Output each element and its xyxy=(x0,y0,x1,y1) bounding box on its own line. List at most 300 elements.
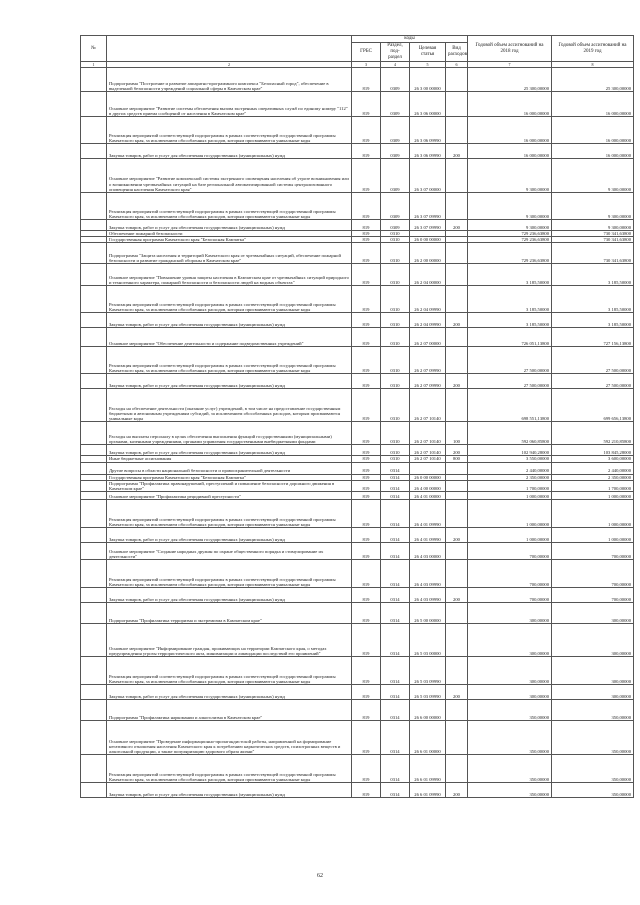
row-amount-2018: 729 236,63800 xyxy=(468,243,552,264)
table-row xyxy=(81,721,634,755)
table-row xyxy=(81,462,634,474)
row-number xyxy=(81,657,107,685)
row-amount-2019: 3 185,50000 xyxy=(552,286,634,313)
row-target-article: 26 3 07 09990 xyxy=(410,193,446,220)
row-target-article: 26 3 06 09990 xyxy=(410,117,446,144)
row-description: Реализация мероприятий соответствующей подпрограммы в рамках соответствующей государственной программы Камчатского края, за исключением обособленных расходов, которым присваиваются уникальные коды xyxy=(107,657,352,685)
table-row xyxy=(81,286,634,313)
row-number xyxy=(81,313,107,328)
row-section: 0314 xyxy=(381,624,410,657)
row-expense-type: 200 xyxy=(446,445,468,456)
row-target-article: 26 2 07 09990 xyxy=(410,347,446,374)
header-year-2019: Годовой объем ассигнований на 2019 год xyxy=(552,36,634,62)
row-description: Реализация мероприятий соответствующей подпрограммы в рамках соответствующей государственной программы Камчатского края, за исключением обособленных расходов, которым присваиваются уникальные коды xyxy=(107,755,352,783)
row-expense-type xyxy=(446,560,468,588)
row-amount-2018: 16 000,00000 xyxy=(468,144,552,159)
row-amount-2019: 350,00000 xyxy=(552,783,634,798)
row-grbs: 819 xyxy=(352,603,381,624)
row-expense-type: 200 xyxy=(446,374,468,389)
row-amount-2018: 9 300,00000 xyxy=(468,220,552,231)
row-expense-type xyxy=(446,700,468,721)
table-row xyxy=(81,144,634,159)
row-expense-type xyxy=(446,286,468,313)
row-amount-2018: 3 550,00000 xyxy=(468,456,552,462)
row-grbs: 819 xyxy=(352,657,381,685)
row-grbs: 819 xyxy=(352,755,381,783)
row-target-article: 26 5 03 09990 xyxy=(410,657,446,685)
row-amount-2019: 730 341,63800 xyxy=(552,231,634,237)
table-row xyxy=(81,528,634,543)
row-target-article: 26 5 00 00000 xyxy=(410,603,446,624)
row-number xyxy=(81,144,107,159)
header-year-2018: Годовой объем ассигнований на 2018 год xyxy=(468,36,552,62)
row-amount-2018: 9 300,00000 xyxy=(468,159,552,193)
row-amount-2018: 25 300,00000 xyxy=(468,68,552,92)
row-target-article: 26 3 07 09990 xyxy=(410,220,446,231)
row-grbs: 819 xyxy=(352,456,381,462)
row-number xyxy=(81,588,107,603)
row-amount-2018: 350,00000 xyxy=(468,783,552,798)
row-section: 0314 xyxy=(381,657,410,685)
row-amount-2019: 350,00000 xyxy=(552,721,634,755)
row-section: 0314 xyxy=(381,755,410,783)
row-section: 0310 xyxy=(381,243,410,264)
row-number xyxy=(81,543,107,560)
row-target-article: 26 2 00 00000 xyxy=(410,243,446,264)
row-amount-2019: 27 500,00000 xyxy=(552,347,634,374)
row-description: Основное мероприятие "Создание народных дружин по охране общественного порядка и стимулирование их деятельности" xyxy=(107,543,352,560)
row-grbs: 819 xyxy=(352,231,381,237)
row-number xyxy=(81,243,107,264)
row-amount-2019: 2 440,00000 xyxy=(552,462,634,474)
row-amount-2019: 3 185,50000 xyxy=(552,313,634,328)
row-amount-2018: 592 060,85800 xyxy=(468,422,552,445)
row-section: 0314 xyxy=(381,783,410,798)
table-row xyxy=(81,492,634,500)
row-target-article: 26 3 00 00000 xyxy=(410,68,446,92)
row-grbs: 819 xyxy=(352,144,381,159)
row-grbs: 819 xyxy=(352,117,381,144)
row-amount-2019: 730 341,63800 xyxy=(552,237,634,243)
row-target-article: 26 2 07 10140 xyxy=(410,456,446,462)
row-number xyxy=(81,68,107,92)
row-number xyxy=(81,159,107,193)
row-section: 0314 xyxy=(381,500,410,528)
row-number xyxy=(81,783,107,798)
table-row xyxy=(81,422,634,445)
row-amount-2019: 350,00000 xyxy=(552,755,634,783)
table-row xyxy=(81,685,634,700)
row-section: 0314 xyxy=(381,543,410,560)
row-amount-2019: 27 500,00000 xyxy=(552,374,634,389)
row-amount-2019: 1 000,00000 xyxy=(552,492,634,500)
row-amount-2019: 16 000,00000 xyxy=(552,117,634,144)
row-expense-type xyxy=(446,543,468,560)
row-amount-2018: 27 500,00000 xyxy=(468,347,552,374)
row-target-article: 26 0 00 00000 xyxy=(410,237,446,243)
row-grbs: 819 xyxy=(352,588,381,603)
row-amount-2018: 3 185,50000 xyxy=(468,264,552,286)
row-target-article: 26 4 03 09990 xyxy=(410,560,446,588)
row-number xyxy=(81,721,107,755)
row-number xyxy=(81,462,107,474)
column-number: 7 xyxy=(468,62,552,68)
row-number xyxy=(81,264,107,286)
row-section: 0314 xyxy=(381,480,410,491)
table-row xyxy=(81,603,634,624)
row-amount-2018: 729 236,63800 xyxy=(468,231,552,237)
row-number xyxy=(81,220,107,231)
row-grbs: 819 xyxy=(352,783,381,798)
row-section: 0309 xyxy=(381,159,410,193)
row-target-article: 26 2 04 09990 xyxy=(410,313,446,328)
row-target-article: 26 2 07 10140 xyxy=(410,445,446,456)
row-description: Закупка товаров, работ и услуг для обеспечения государственных (муниципальных) нужд xyxy=(107,685,352,700)
row-description: Обеспечение пожарной безопасности xyxy=(107,231,352,237)
row-section: 0310 xyxy=(381,422,410,445)
row-description: Основное мероприятие "Информирование граждан, проживающих на территории Камчатского края, о методах предупреждения угрозы террористического акта, минимизации и ликвидации последствий его проявлений" xyxy=(107,624,352,657)
row-description: Реализация мероприятий соответствующей подпрограммы в рамках соответствующей государственной программы Камчатского края, за исключением обособленных расходов, которым присваиваются уникальные коды xyxy=(107,286,352,313)
row-grbs: 819 xyxy=(352,159,381,193)
row-amount-2018: 698 551,13800 xyxy=(468,389,552,422)
row-grbs: 819 xyxy=(352,474,381,480)
row-amount-2019: 25 300,00000 xyxy=(552,68,634,92)
row-expense-type xyxy=(446,243,468,264)
row-description: Основное мероприятие "Развитие комплексной системы экстренного оповещения населения об угрозе возникновения или о возникновении чрезвычайных ситуаций на базе региональной автоматизированной системы централизованного оповещения населения Камчатского края" xyxy=(107,159,352,193)
row-expense-type xyxy=(446,92,468,117)
row-grbs: 819 xyxy=(352,462,381,474)
table-row xyxy=(81,347,634,374)
row-number xyxy=(81,492,107,500)
table-body xyxy=(81,68,634,798)
row-target-article: 26 6 01 09990 xyxy=(410,755,446,783)
row-section: 0314 xyxy=(381,685,410,700)
row-section: 0310 xyxy=(381,264,410,286)
row-expense-type xyxy=(446,755,468,783)
row-section: 0314 xyxy=(381,474,410,480)
row-section: 0310 xyxy=(381,286,410,313)
row-number xyxy=(81,286,107,313)
column-number: 4 xyxy=(381,62,410,68)
column-number: 1 xyxy=(81,62,107,68)
row-target-article: 26 5 03 09990 xyxy=(410,685,446,700)
column-number: 3 xyxy=(352,62,381,68)
row-section: 0314 xyxy=(381,492,410,500)
row-amount-2019: 727 156,13800 xyxy=(552,328,634,347)
row-amount-2019: 16 000,00000 xyxy=(552,92,634,117)
header-vr: Вид расходов xyxy=(446,43,468,62)
table-row xyxy=(81,159,634,193)
table-row xyxy=(81,624,634,657)
table-row xyxy=(81,700,634,721)
row-expense-type xyxy=(446,117,468,144)
row-number xyxy=(81,92,107,117)
row-section: 0314 xyxy=(381,588,410,603)
row-expense-type xyxy=(446,462,468,474)
table-row xyxy=(81,389,634,422)
row-grbs: 819 xyxy=(352,286,381,313)
row-section: 0309 xyxy=(381,68,410,92)
row-description: Расходы на обеспечение деятельности (оказание услуг) учреждений, в том числе на предоставление государственным бюджетным и автономным учреждениям субсидий, за исключением обособленных расходов, которым присваиваются уникальные коды xyxy=(107,389,352,422)
row-section: 0310 xyxy=(381,347,410,374)
row-amount-2019: 300,00000 xyxy=(552,624,634,657)
row-amount-2018: 350,00000 xyxy=(468,700,552,721)
row-expense-type xyxy=(446,347,468,374)
row-section: 0310 xyxy=(381,313,410,328)
row-amount-2018: 1 000,00000 xyxy=(468,492,552,500)
row-description: Подпрограмма "Построение и развитие аппаратно-программного комплекса "Безопасный город", обеспечение в выделенной безопасности учреждений социальной сферы в Камчатском крае" xyxy=(107,68,352,92)
row-description: Закупка товаров, работ и услуг для обеспечения государственных (муниципальных) нужд xyxy=(107,528,352,543)
row-grbs: 819 xyxy=(352,220,381,231)
table-row xyxy=(81,588,634,603)
row-amount-2019: 300,00000 xyxy=(552,657,634,685)
row-target-article: 26 2 07 00000 xyxy=(410,328,446,347)
row-amount-2018: 300,00000 xyxy=(468,624,552,657)
row-section: 0309 xyxy=(381,92,410,117)
row-target-article: 26 6 00 00000 xyxy=(410,700,446,721)
page-number: 62 xyxy=(317,873,323,879)
row-grbs: 819 xyxy=(352,543,381,560)
table-row xyxy=(81,445,634,456)
row-grbs: 819 xyxy=(352,700,381,721)
row-amount-2018: 102 940,28000 xyxy=(468,445,552,456)
row-number xyxy=(81,700,107,721)
row-description: Подпрограмма "Профилактика правонарушений, преступлений и повышение безопасности дорожного движения в Камчатском крае" xyxy=(107,480,352,491)
row-grbs: 819 xyxy=(352,68,381,92)
row-description: Реализация мероприятий соответствующей подпрограммы в рамках соответствующей государственной программы Камчатского края, за исключением обособленных расходов, которым присваиваются уникальные коды xyxy=(107,117,352,144)
row-grbs: 819 xyxy=(352,528,381,543)
row-description: Подпрограмма "Профилактика терроризма и экстремизма в Камчатском крае" xyxy=(107,603,352,624)
row-number xyxy=(81,480,107,491)
table-row xyxy=(81,313,634,328)
header-razdel: Раздел, под- раздел xyxy=(381,43,410,62)
row-target-article: 26 3 06 09990 xyxy=(410,144,446,159)
row-description: Закупка товаров, работ и услуг для обеспечения государственных (муниципальных) нужд xyxy=(107,588,352,603)
row-amount-2018: 16 000,00000 xyxy=(468,117,552,144)
row-description: Закупка товаров, работ и услуг для обеспечения государственных (муниципальных) нужд xyxy=(107,783,352,798)
row-amount-2018: 726 051,13800 xyxy=(468,328,552,347)
row-target-article: 26 6 01 00000 xyxy=(410,721,446,755)
table-row xyxy=(81,68,634,92)
row-target-article: 26 2 04 00000 xyxy=(410,264,446,286)
table-row xyxy=(81,543,634,560)
row-grbs: 819 xyxy=(352,500,381,528)
row-amount-2018: 350,00000 xyxy=(468,721,552,755)
table-row xyxy=(81,328,634,347)
row-grbs: 819 xyxy=(352,422,381,445)
row-target-article: 26 2 07 10140 xyxy=(410,389,446,422)
row-grbs: 819 xyxy=(352,347,381,374)
row-amount-2019: 9 300,00000 xyxy=(552,193,634,220)
row-section: 0314 xyxy=(381,721,410,755)
row-target-article: 26 4 03 09990 xyxy=(410,588,446,603)
row-amount-2019: 300,00000 xyxy=(552,603,634,624)
row-target-article: 26 4 01 00000 xyxy=(410,492,446,500)
table-row xyxy=(81,92,634,117)
row-expense-type: 200 xyxy=(446,313,468,328)
row-section: 0310 xyxy=(381,445,410,456)
row-number xyxy=(81,624,107,657)
row-target-article: 26 3 07 00000 xyxy=(410,159,446,193)
row-amount-2019: 9 300,00000 xyxy=(552,159,634,193)
row-expense-type xyxy=(446,624,468,657)
row-target-article: 26 2 07 10140 xyxy=(410,422,446,445)
row-amount-2019: 700,00000 xyxy=(552,543,634,560)
row-grbs: 819 xyxy=(352,243,381,264)
row-expense-type xyxy=(446,500,468,528)
header-codes: коды xyxy=(352,36,468,43)
row-number xyxy=(81,560,107,588)
row-expense-type xyxy=(446,721,468,755)
row-expense-type xyxy=(446,480,468,491)
row-expense-type xyxy=(446,603,468,624)
row-description: Закупка товаров, работ и услуг для обеспечения государственных (муниципальных) нужд xyxy=(107,313,352,328)
row-amount-2019: 1 000,00000 xyxy=(552,528,634,543)
row-amount-2019: 103 845,28000 xyxy=(552,445,634,456)
row-grbs: 819 xyxy=(352,492,381,500)
table-row xyxy=(81,500,634,528)
row-target-article: 26 4 00 00000 xyxy=(410,480,446,491)
row-section: 0314 xyxy=(381,700,410,721)
row-grbs: 819 xyxy=(352,685,381,700)
row-number xyxy=(81,193,107,220)
row-grbs: 819 xyxy=(352,328,381,347)
row-expense-type: 800 xyxy=(446,456,468,462)
row-grbs: 819 xyxy=(352,445,381,456)
row-amount-2019: 1 700,00000 xyxy=(552,480,634,491)
row-amount-2018: 350,00000 xyxy=(468,755,552,783)
row-number xyxy=(81,685,107,700)
row-amount-2019: 16 000,00000 xyxy=(552,144,634,159)
table-row xyxy=(81,243,634,264)
row-expense-type xyxy=(446,328,468,347)
row-description: Закупка товаров, работ и услуг для обеспечения государственных (муниципальных) нужд xyxy=(107,374,352,389)
row-amount-2018: 3 185,50000 xyxy=(468,313,552,328)
row-section: 0310 xyxy=(381,231,410,237)
row-target-article: 26 2 07 09990 xyxy=(410,374,446,389)
table-row xyxy=(81,480,634,491)
row-description: Основное мероприятие "Профилактика рецидивной преступности" xyxy=(107,492,352,500)
row-number xyxy=(81,755,107,783)
row-grbs: 819 xyxy=(352,237,381,243)
row-description: Подпрограмма "Профилактика наркомании и алкоголизма в Камчатском крае" xyxy=(107,700,352,721)
table-row xyxy=(81,117,634,144)
row-amount-2018: 300,00000 xyxy=(468,657,552,685)
row-grbs: 819 xyxy=(352,480,381,491)
row-amount-2019: 3 600,00000 xyxy=(552,456,634,462)
column-number: 8 xyxy=(552,62,634,68)
row-amount-2018: 2 440,00000 xyxy=(468,462,552,474)
table-row xyxy=(81,560,634,588)
table-row xyxy=(81,783,634,798)
header-no: № xyxy=(81,36,107,62)
row-number xyxy=(81,528,107,543)
header-csr: Целевая статья xyxy=(410,43,446,62)
row-amount-2018: 1 700,00000 xyxy=(468,480,552,491)
row-section: 0310 xyxy=(381,389,410,422)
row-grbs: 819 xyxy=(352,721,381,755)
row-amount-2018: 700,00000 xyxy=(468,588,552,603)
row-expense-type: 200 xyxy=(446,783,468,798)
table-row xyxy=(81,657,634,685)
row-amount-2018: 300,00000 xyxy=(468,603,552,624)
row-target-article: 26 4 01 09990 xyxy=(410,500,446,528)
row-description: Реализация мероприятий соответствующей подпрограммы в рамках соответствующей государственной программы Камчатского края, за исключением обособленных расходов, которым присваиваются уникальные коды xyxy=(107,500,352,528)
row-description: Подпрограмма "Защита населения и территорий Камчатского края от чрезвычайных ситуаций, обеспечение пожарной безопасности и развитие гражданской обороны в Камчатском крае" xyxy=(107,243,352,264)
row-target-article: 26 2 04 09990 xyxy=(410,286,446,313)
row-number xyxy=(81,500,107,528)
column-number: 2 xyxy=(107,62,352,68)
row-target-article: 26 0 00 00000 xyxy=(410,474,446,480)
row-description: Закупка товаров, работ и услуг для обеспечения государственных (муниципальных) нужд xyxy=(107,445,352,456)
row-target-article: 26 3 06 00000 xyxy=(410,92,446,117)
table-row xyxy=(81,264,634,286)
row-number xyxy=(81,117,107,144)
row-number xyxy=(81,422,107,445)
row-amount-2018: 729 236,63800 xyxy=(468,237,552,243)
row-expense-type: 200 xyxy=(446,528,468,543)
row-amount-2018: 700,00000 xyxy=(468,543,552,560)
row-target-article: 26 4 03 00000 xyxy=(410,543,446,560)
row-expense-type: 200 xyxy=(446,685,468,700)
row-section: 0310 xyxy=(381,456,410,462)
row-description: Основное мероприятие "Развитие системы обеспечения вызова экстренных оперативных служб по единому номеру "112" в других средств приема сообщений от населения в Камчатском крае" xyxy=(107,92,352,117)
row-grbs: 819 xyxy=(352,92,381,117)
row-number xyxy=(81,347,107,374)
row-description: Основное мероприятие "Обеспечение деятельности и содержание подведомственных учреждений" xyxy=(107,328,352,347)
row-expense-type xyxy=(446,389,468,422)
row-section: 0314 xyxy=(381,603,410,624)
row-number xyxy=(81,445,107,456)
row-amount-2019: 592 210,85800 xyxy=(552,422,634,445)
row-section: 0310 xyxy=(381,328,410,347)
row-expense-type xyxy=(446,492,468,500)
row-grbs: 819 xyxy=(352,193,381,220)
row-section: 0309 xyxy=(381,193,410,220)
row-section: 0310 xyxy=(381,374,410,389)
row-grbs: 819 xyxy=(352,389,381,422)
row-expense-type: 200 xyxy=(446,144,468,159)
row-amount-2019: 1 000,00000 xyxy=(552,500,634,528)
header-description xyxy=(107,36,352,62)
row-section: 0309 xyxy=(381,117,410,144)
row-amount-2019: 700,00000 xyxy=(552,588,634,603)
row-target-article xyxy=(410,462,446,474)
row-description: Расходы на выплаты персоналу в целях обеспечения выполнения функций государственными (муниципальными) органами, казенными учреждениями, органами управления государственными внебюджетными фондами xyxy=(107,422,352,445)
row-section: 0314 xyxy=(381,560,410,588)
table-row xyxy=(81,193,634,220)
row-amount-2018: 300,00000 xyxy=(468,685,552,700)
row-section: 0309 xyxy=(381,220,410,231)
row-grbs: 819 xyxy=(352,560,381,588)
row-expense-type: 200 xyxy=(446,588,468,603)
row-number xyxy=(81,374,107,389)
row-grbs: 819 xyxy=(352,264,381,286)
row-number xyxy=(81,603,107,624)
row-amount-2019: 730 341,63800 xyxy=(552,243,634,264)
row-amount-2018: 27 500,00000 xyxy=(468,374,552,389)
table-row xyxy=(81,755,634,783)
row-expense-type xyxy=(446,657,468,685)
header-grbs: ГРБС xyxy=(352,43,381,62)
table-row xyxy=(81,220,634,231)
row-expense-type xyxy=(446,264,468,286)
column-number: 6 xyxy=(446,62,468,68)
row-amount-2018: 1 000,00000 xyxy=(468,528,552,543)
row-description: Основное мероприятие "Проведение информационно-пропагандистской работы, направленной на формирование негативного отношения населения Камчатского края к потреблению наркотических средств, психотропных веществ и алкогольной продукции, а также популяризацию здорового образа жизни" xyxy=(107,721,352,755)
row-description: Реализация мероприятий соответствующей подпрограммы в рамках соответствующей государственной программы Камчатского края, за исключением обособленных расходов, которым присваиваются уникальные коды xyxy=(107,560,352,588)
row-description: Реализация мероприятий соответствующей подпрограммы в рамках соответствующей государственной программы Камчатского края, за исключением обособленных расходов, которым присваиваются уникальные коды xyxy=(107,347,352,374)
